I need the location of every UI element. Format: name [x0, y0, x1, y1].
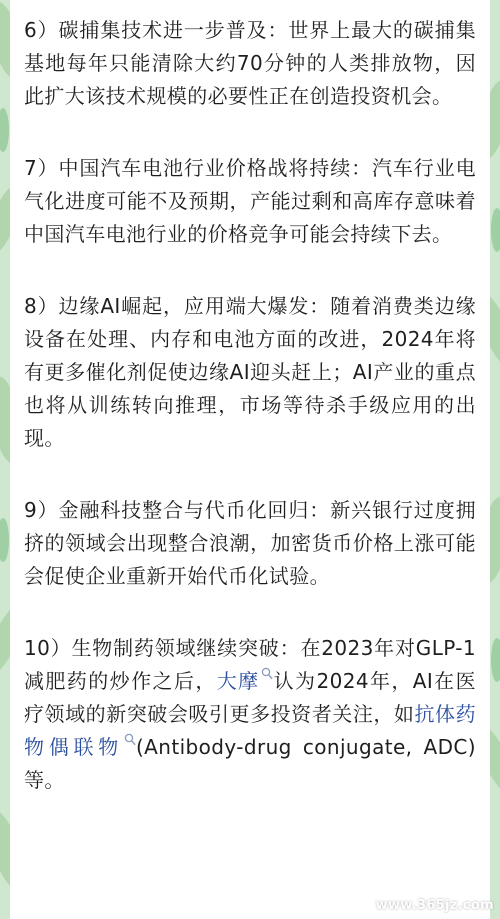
- paragraph-7: 7）中国汽车电池行业价格战将持续：汽车行业电气化进度可能不及预期，产能过剩和高库存意味着中国汽车电池行业的价格竞争可能会持续下去。: [24, 156, 476, 246]
- paragraph-10: [24, 632, 476, 797]
- search-icon[interactable]: [124, 733, 136, 747]
- link-morgan-stanley[interactable]: [217, 669, 273, 693]
- paragraph-10-part1: 10）生物制药领域继续突破：在2023年对GLP-1减肥药的炒作之后，: [24, 636, 476, 693]
- link-adc-label: 抗体药物偶联物: [24, 702, 476, 759]
- watermark: www.365jz.com: [375, 898, 494, 913]
- paragraph-6: 6）碳捕集技术进一步普及：世界上最大的碳捕集基地每年只能清除大约70分钟的人类排放物，因此扩大该技术规模的必要性正在创造投资机会。: [24, 18, 476, 108]
- paragraph-9: 9）金融科技整合与代币化回归：新兴银行过度拥挤的领域会出现整合浪潮，加密货币价格上涨可能会促使企业重新开始代币化试验。: [24, 498, 476, 588]
- paragraph-10-part3: (Antibody-drug conjugate, ADC) 等。: [24, 735, 476, 792]
- paragraph-8: 8）边缘AI崛起，应用端大爆发：随着消费类边缘设备在处理、内存和电池方面的改进，2024年将有更多催化剂促使边缘AI迎头赶上；AI产业的重点也将从训练转向推理，市场等待杀手级应用的出现。: [24, 294, 476, 450]
- search-icon[interactable]: [261, 667, 273, 681]
- link-morgan-stanley-label: 大摩: [216, 669, 260, 693]
- article-card: [10, 0, 490, 919]
- paragraph-10-part2: 认为2024年，AI在医疗领域的新突破会吸引更多投资者关注，如: [24, 669, 476, 726]
